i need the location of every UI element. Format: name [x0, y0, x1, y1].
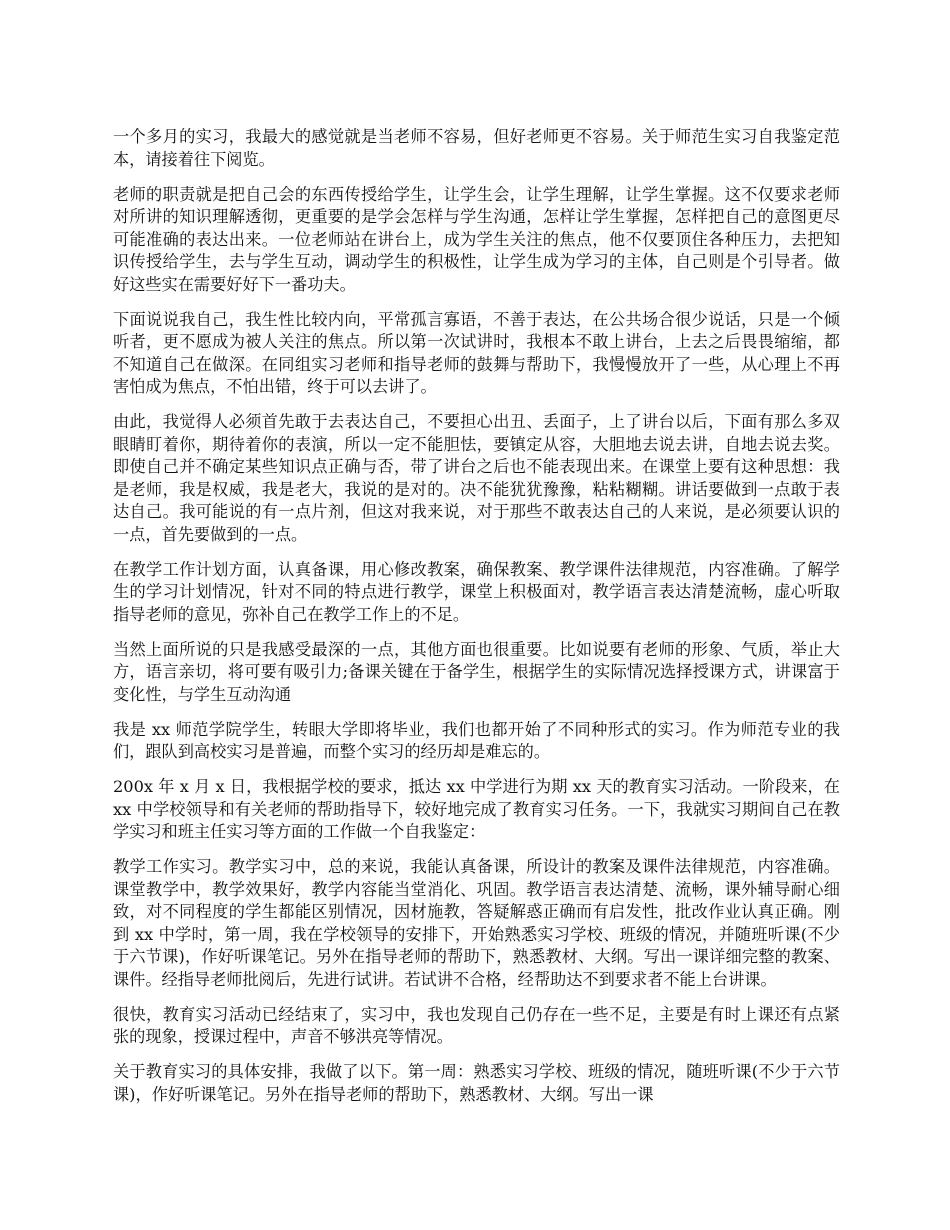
paragraph-1: 一个多月的实习，我最大的感觉就是当老师不容易，但好老师更不容易。关于师范生实习自我鉴定范本，请接着往下阅览。 [113, 127, 840, 169]
paragraph-6: 当然上面所说的只是我感受最深的一点，其他方面也很重要。比如说要有老师的形象、气质，举止大方，语言亲切，将可要有吸引力;备课关键在于备学生，根据学生的实际情况选择授课方式，讲课富于变化性，与学生互动沟通 [113, 639, 840, 704]
paragraph-9: 教学工作实习。教学实习中，总的来说，我能认真备课，所设计的教案及课件法律规范，内容准确。课堂教学中，教学效果好，教学内容能当堂消化、巩固。教学语言表达清楚、流畅，课外辅导耐心细致，对不同程度的学生都能区别情况，因材施教，答疑解惑正确而有启发性，批改作业认真正确。刚到 xx 中学时，第一周，我在学校领导的安排下，开始熟悉实习学校、班级的情况，并随班听课(不少于六节课)，作好听课笔记。另外在指导老师的帮助下，熟悉教材、大纲。写出一课详细完整的教案、课件。经指导老师批阅后，先进行试讲。若试讲不合格，经帮助达不到要求者不能上台讲课。 [113, 857, 840, 989]
paragraph-8: 200x 年 x 月 x 日，我根据学校的要求，抵达 xx 中学进行为期 xx 天的教育实习活动。一阶段来，在 xx 中学校领导和有关老师的帮助指导下，较好地完成了教育实习任务。一下，我就实习期间自己在教学实习和班主任实习等方面的工作做一个自我鉴定： [113, 777, 840, 841]
document-body [113, 126, 840, 1119]
paragraph-5: 在教学工作计划方面，认真备课，用心修改教案，确保教案、教学课件法律规范，内容准确。了解学生的学习计划情况，针对不同的特点进行教学，课堂上积极面对，教学语言表达清楚流畅，虚心听取指导老师的意见，弥补自己在教学工作上的不足。 [113, 559, 840, 624]
paragraph-3: 下面说说我自己，我生性比较内向，平常孤言寡语，不善于表达，在公共场合很少说话，只是一个倾听者，更不愿成为被人关注的焦点。所以第一次试讲时，我根本不敢上讲台，上去之后畏畏缩缩，都不知道自己在做深。在同组实习老师和指导老师的鼓舞与帮助下，我慢慢放开了一些，从心理上不再害怕成为焦点，不怕出错，终于可以去讲了。 [113, 309, 840, 396]
paragraph-4: 由此，我觉得人必须首先敢于去表达自己，不要担心出丑、丢面子，上了讲台以后，下面有那么多双眼睛盯着你，期待着你的表演，所以一定不能胆怯，要镇定从容，大胆地去说去讲，自地去说去奖。即使自己并不确定某些知识点正确与否，带了讲台之后也不能表现出来。在课堂上要有这种思想：我是老师，我是权威，我是老大，我说的是对的。决不能犹犹豫豫，粘粘糊糊。讲话要做到一点敢于表达自己。我可能说的有一点片剂，但这对我来说，对于那些不敢表达自己的人来说，是必须要认识的一点，首先要做到的一点。 [113, 412, 840, 544]
paragraph-2: 老师的职责就是把自己会的东西传授给学生，让学生会，让学生理解，让学生掌握。这不仅要求老师对所讲的知识理解透彻，更重要的是学会怎样与学生沟通，怎样让学生掌握，怎样把自己的意图更尽可能准确的表达出来。一位老师站在讲台上，成为学生关注的焦点，他不仅要顶住各种压力，去把知识传授给学生，去与学生互动，调动学生的积极性，让学生成为学习的主体，自己则是个引导者。做好这些实在需要好好下一番功夫。 [113, 184, 840, 294]
paragraph-11: 关于教育实习的具体安排，我做了以下。第一周：熟悉实习学校、班级的情况，随班听课(不少于六节课)，作好听课笔记。另外在指导老师的帮助下，熟悉教材、大纲。写出一课 [113, 1062, 840, 1104]
paragraph-7: 我是 xx 师范学院学生，转眼大学即将毕业，我们也都开始了不同种形式的实习。作为师范专业的我们，跟队到高校实习是普遍，而整个实习的经历却是难忘的。 [113, 719, 840, 761]
paragraph-10: 很快，教育实习活动已经结束了，实习中，我也发现自己仍存在一些不足，主要是有时上课还有点紧张的现象，授课过程中，声音不够洪亮等情况。 [113, 1004, 840, 1046]
